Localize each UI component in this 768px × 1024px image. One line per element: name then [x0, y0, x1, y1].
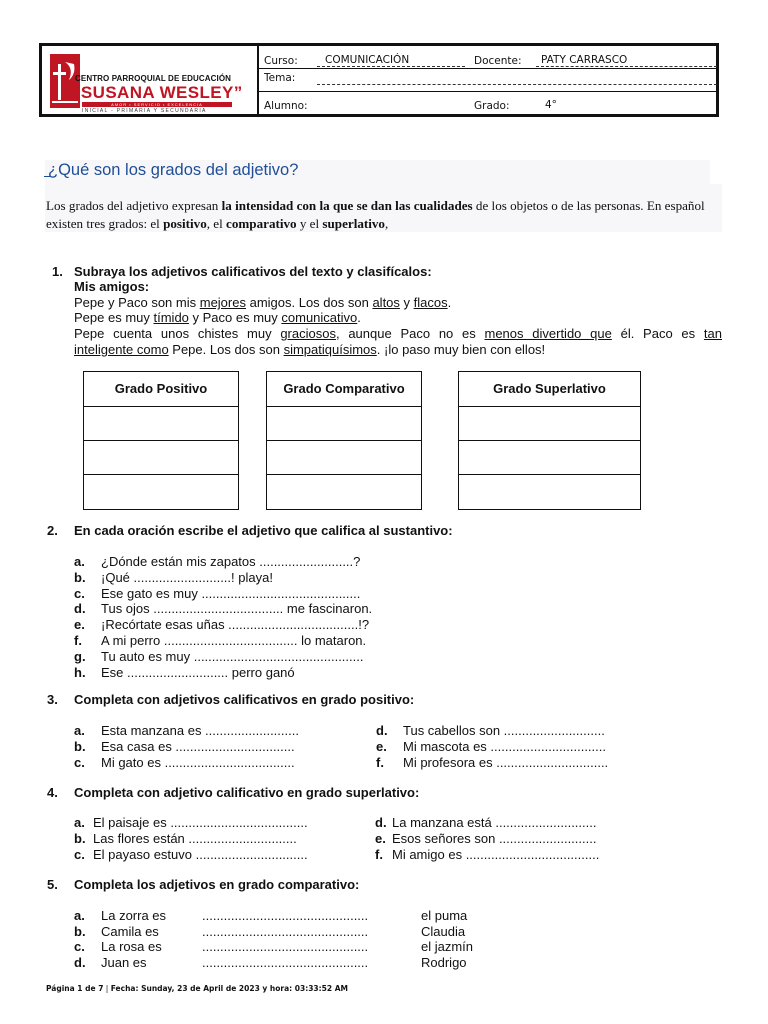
q1-text-line2: Pepe es muy tímido y Paco es muy comunicativo.	[74, 310, 361, 325]
worksheet-header	[39, 43, 719, 117]
q1-text-line4: inteligente como Pepe. Los dos son simpatiquísimos. ¡lo paso muy bien con ellos!	[74, 342, 546, 357]
grado-superlativo-header: Grado Superlativo	[459, 372, 640, 407]
q5-item-comparand: Rodrigo	[421, 954, 467, 970]
q3-item[interactable]: Mi mascota es ................................	[403, 738, 606, 754]
docente-label: Docente:	[474, 55, 522, 67]
q2-item[interactable]: Ese gato es muy ............................................	[101, 585, 361, 601]
q2-item[interactable]: Tus ojos .................................... me fascinaron.	[101, 601, 373, 617]
q3-item[interactable]: Esta manzana es ..........................	[101, 723, 299, 738]
grado-comparativo-cell[interactable]	[267, 441, 421, 475]
q3-item[interactable]: Tus cabellos son ............................	[403, 723, 605, 738]
q4-item-label: a.	[74, 815, 85, 830]
q5-number: 5.	[47, 877, 58, 892]
q1-text-line3: Pepe cuenta unos chistes muy graciosos, aunque Paco no es menos divertido que él. Paco es tan	[74, 326, 722, 341]
q1-instruction: Subraya los adjetivos calificativos del texto y clasifícalos:	[74, 264, 432, 279]
q3-number: 3.	[47, 692, 58, 707]
q4-item-label: c.	[74, 846, 85, 862]
q3-item[interactable]: Esa casa es .................................	[101, 738, 295, 754]
q2-item[interactable]: Tu auto es muy ...............................................	[101, 648, 364, 664]
docente-value[interactable]: PATY CARRASCO	[541, 54, 628, 66]
q2-item-label: a.	[74, 554, 85, 569]
q3-item-label: c.	[74, 754, 85, 770]
tema-line[interactable]	[317, 84, 717, 85]
q5-item-subject-label: b.	[74, 923, 86, 939]
grado-value[interactable]: 4°	[545, 99, 557, 111]
q2-number: 2.	[47, 523, 58, 538]
q5-item-blank[interactable]: ..............................................	[202, 939, 369, 955]
grado-comparativo-cell[interactable]	[267, 407, 421, 441]
q5-item-blank[interactable]: ..............................................	[202, 954, 369, 970]
q5-item-comparand: el puma	[421, 908, 468, 923]
grado-comparativo-cell[interactable]	[267, 475, 421, 509]
q5-item-blank[interactable]: ..............................................	[202, 908, 369, 923]
q2-item[interactable]: A mi perro ..................................... lo mataron.	[101, 633, 367, 648]
q4-item[interactable]: Las flores están ..............................	[93, 830, 297, 846]
school-logo-area	[42, 46, 259, 114]
q4-item-label: f.	[375, 846, 383, 862]
page-footer: Página 1 de 7 | Fecha: Sunday, 23 de April de 2023 y hora: 03:33:52 AM	[46, 984, 348, 993]
q4-item-label: b.	[74, 830, 86, 846]
q4-item[interactable]: Mi amigo es .....................................	[392, 846, 600, 862]
q3-instruction: Completa con adjetivos calificativos en grado positivo:	[74, 692, 415, 707]
grado-superlativo-cell[interactable]	[459, 475, 640, 509]
school-name: “SUSANA WESLEY”	[72, 83, 243, 102]
q5-item-subject[interactable]: Camila es	[101, 923, 159, 939]
q4-item[interactable]: La manzana está ............................	[392, 815, 597, 830]
q5-item-subject-label: d.	[74, 954, 86, 970]
q2-item[interactable]: Ese ............................ perro ganó	[101, 664, 295, 680]
header-row-divider	[259, 68, 716, 69]
q1-text-line1: Pepe y Paco son mis mejores amigos. Los dos son altos y flacos.	[74, 295, 452, 310]
q4-instruction: Completa con adjetivo calificativo en grado superlativo:	[74, 785, 420, 800]
q4-item[interactable]: Esos señores son ...........................	[392, 830, 597, 846]
q2-item[interactable]: ¿Dónde están mis zapatos ..........................?	[101, 554, 361, 569]
grado-positivo-header: Grado Positivo	[84, 372, 238, 407]
q5-item-subject[interactable]: Juan es	[101, 954, 147, 970]
q5-item-comparand: el jazmín	[421, 939, 474, 955]
q5-item-subject-label: c.	[74, 939, 85, 955]
q2-item[interactable]: ¡Qué ...........................! playa!	[101, 569, 273, 585]
q3-item[interactable]: Mi gato es ....................................	[101, 754, 295, 770]
q2-item-label: g.	[74, 648, 86, 664]
school-motto: AMOR • SERVICIO • EXCELENCIA	[82, 102, 232, 107]
alumno-label: Alumno:	[264, 100, 308, 112]
q5-instruction: Completa los adjetivos en grado comparativo:	[74, 877, 360, 892]
curso-value[interactable]: COMUNICACIÓN	[325, 54, 410, 66]
tema-label: Tema:	[264, 72, 296, 84]
grado-label: Grado:	[474, 100, 510, 112]
grado-superlativo-cell[interactable]	[459, 407, 640, 441]
q4-item[interactable]: El paisaje es ......................................	[93, 815, 308, 830]
q2-item-label: b.	[74, 569, 86, 585]
intro-paragraph: Los grados del adjetivo expresan la intensidad con la que se dan las cualidades de los objetos o de las personas. En español existen tres grados: el positivo, el comparativo y el superlativo,	[46, 198, 705, 231]
school-line1: CENTRO PARROQUIAL DE EDUCACIÓN	[75, 74, 232, 83]
grado-comparativo-header: Grado Comparativo	[267, 372, 421, 407]
q4-item-label: d.	[375, 815, 387, 830]
q5-item-comparand: Claudia	[421, 923, 466, 939]
curso-line	[317, 66, 465, 67]
q2-item-label: h.	[74, 664, 86, 680]
q2-item-label: e.	[74, 617, 85, 633]
school-levels: INICIAL - PRIMARIA Y SECUNDARIA	[82, 108, 207, 114]
q4-item[interactable]: El payaso estuvo ...............................	[93, 846, 308, 862]
page-title: ¿Qué son los grados del adjetivo?	[48, 161, 299, 179]
q3-item-label: a.	[74, 723, 85, 738]
q1-subtitle: Mis amigos:	[74, 279, 150, 294]
q1-number: 1.	[52, 264, 63, 279]
q3-item-label: d.	[376, 723, 388, 738]
q5-item-subject-label: a.	[74, 908, 85, 923]
grado-positivo-table	[83, 371, 239, 510]
header-fields	[259, 46, 716, 114]
q2-item-label: f.	[74, 633, 82, 648]
q5-item-subject[interactable]: La zorra es	[101, 908, 167, 923]
q5-item-subject[interactable]: La rosa es	[101, 939, 162, 955]
grado-superlativo-cell[interactable]	[459, 441, 640, 475]
header-row-divider-2	[259, 91, 716, 92]
curso-label: Curso:	[264, 55, 298, 67]
q2-item-label: c.	[74, 585, 85, 601]
q2-instruction: En cada oración escribe el adjetivo que califica al sustantivo:	[74, 523, 453, 538]
grado-positivo-cell[interactable]	[84, 475, 238, 509]
q3-item-label: b.	[74, 738, 86, 754]
q2-item[interactable]: ¡Recórtate esas uñas ....................................!?	[101, 617, 370, 633]
q2-item-label: d.	[74, 601, 86, 617]
q3-item-label: f.	[376, 754, 384, 770]
q3-item[interactable]: Mi profesora es ...............................	[403, 754, 609, 770]
q4-number: 4.	[47, 785, 58, 800]
docente-line	[536, 66, 717, 67]
grado-superlativo-table	[458, 371, 641, 510]
q5-item-blank[interactable]: ..............................................	[202, 923, 369, 939]
grado-comparativo-table	[266, 371, 422, 510]
grado-positivo-cell[interactable]	[84, 407, 238, 441]
q4-item-label: e.	[375, 830, 386, 846]
q3-item-label: e.	[376, 738, 387, 754]
grado-positivo-cell[interactable]	[84, 441, 238, 475]
